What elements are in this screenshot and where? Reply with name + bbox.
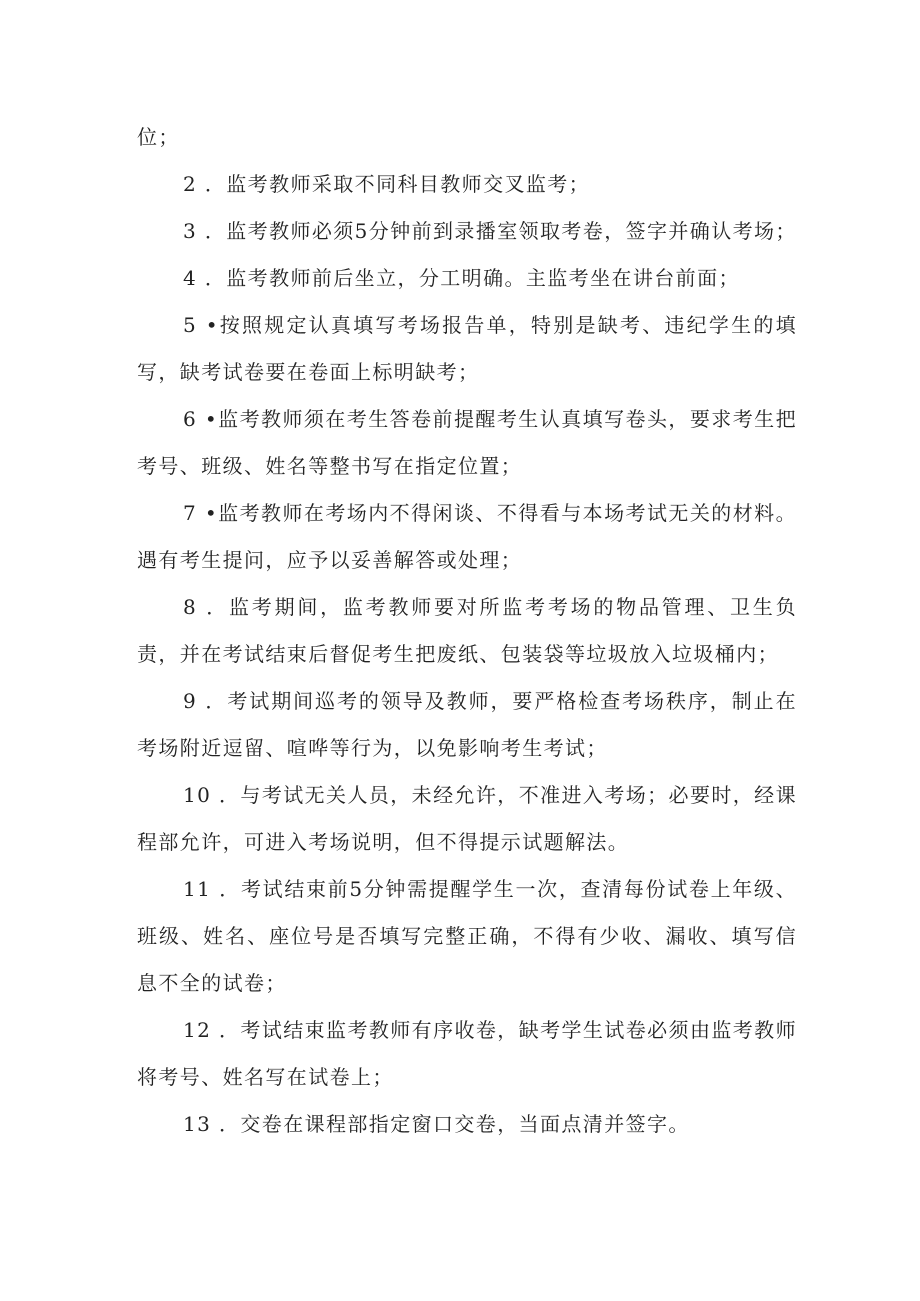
rule-item-3: 3 ．监考教师必须5分钟前到录播室领取考卷，签字并确认考场； xyxy=(183,219,797,243)
paragraph-continuation: 位； xyxy=(137,125,180,149)
rule-item-5: 5 •按照规定认真填写考场报告单，特别是缺考、违纪学生的填写，缺考试卷要在卷面上标明缺考； xyxy=(137,313,797,384)
rule-item-12: 12 ．考试结束监考教师有序收卷，缺考学生试卷必须由监考教师将考号、姓名写在试卷上； xyxy=(137,1018,797,1089)
rule-item-8: 8 ．监考期间，监考教师要对所监考考场的物品管理、卫生负责，并在考试结束后督促考生把废纸、包装袋等垃圾放入垃圾桶内； xyxy=(137,595,797,666)
rule-item-9: 9 ．考试期间巡考的领导及教师，要严格检查考场秩序，制止在考场附近逗留、喧哗等行为，以免影响考生考试； xyxy=(137,689,797,760)
rule-item-4: 4 ．监考教师前后坐立，分工明确。主监考坐在讲台前面； xyxy=(183,266,740,290)
rule-item-6: 6 •监考教师须在考生答卷前提醒考生认真填写卷头，要求考生把考号、班级、姓名等整书写在指定位置； xyxy=(137,407,797,478)
rule-item-2: 2 ．监考教师采取不同科目教师交叉监考； xyxy=(183,172,591,196)
rule-item-7: 7 •监考教师在考场内不得闲谈、不得看与本场考试无关的材料。遇有考生提问，应予以妥善解答或处理； xyxy=(137,501,797,572)
document-body xyxy=(137,114,797,1148)
rule-item-10: 10 ．与考试无关人员，未经允许，不准进入考场；必要时，经课程部允许，可进入考场说明，但不得提示试题解法。 xyxy=(137,783,797,854)
rule-item-11: 11 ．考试结束前5分钟需提醒学生一次，查清每份试卷上年级、班级、姓名、座位号是否填写完整正确，不得有少收、漏收、填写信息不全的试卷； xyxy=(137,877,797,995)
rule-item-13: 13 ．交卷在课程部指定窗口交卷，当面点清并签字。 xyxy=(183,1112,690,1136)
